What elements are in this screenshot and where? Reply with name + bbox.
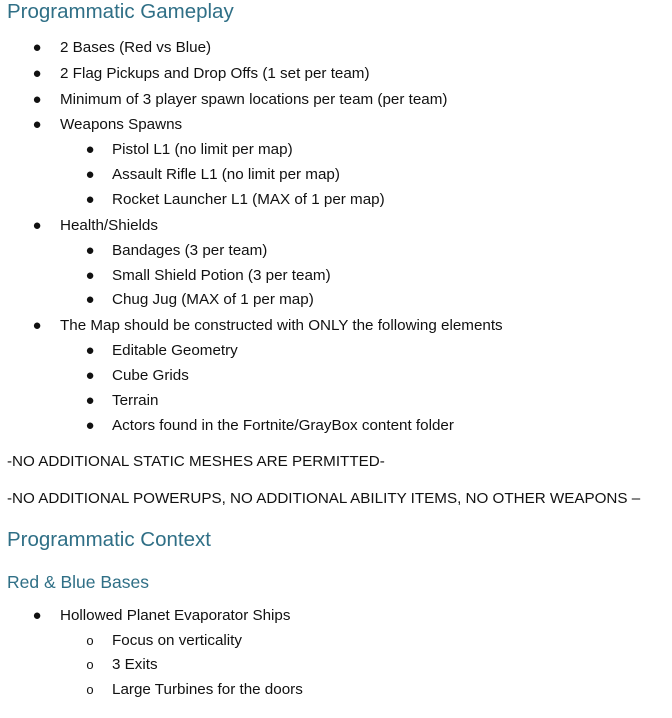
- bullet-icon: ●: [85, 417, 95, 434]
- bullet-icon: ●: [85, 242, 95, 259]
- bullet-icon: ●: [85, 166, 95, 183]
- sub-list-item-text: Actors found in the Fortnite/GrayBox content folder: [112, 417, 454, 434]
- bullet-icon: ●: [85, 267, 95, 284]
- sub-list-item-text: Large Turbines for the doors: [112, 681, 303, 698]
- bullet-icon: ●: [32, 217, 42, 234]
- sub-list-item-text: Editable Geometry: [112, 342, 238, 359]
- sub-list-item-text: Chug Jug (MAX of 1 per map): [112, 291, 314, 308]
- sub-list-item-text: Terrain: [112, 392, 159, 409]
- bullet-icon: ●: [32, 91, 42, 108]
- notice-powerups: -NO ADDITIONAL POWERUPS, NO ADDITIONAL ABILITY ITEMS, NO OTHER WEAPONS –: [7, 490, 641, 507]
- list-item-text: Health/Shields: [60, 217, 158, 234]
- list-item-text: 2 Flag Pickups and Drop Offs (1 set per team): [60, 65, 370, 82]
- heading-programmatic-context: Programmatic Context: [7, 528, 211, 551]
- hollow-bullet-icon: o: [86, 633, 94, 648]
- bullet-icon: ●: [32, 607, 42, 624]
- sub-list-item-text: Rocket Launcher L1 (MAX of 1 per map): [112, 191, 385, 208]
- subheading-red-blue-bases: Red & Blue Bases: [7, 572, 150, 592]
- bullet-icon: ●: [32, 39, 42, 56]
- bullet-icon: ●: [85, 291, 95, 308]
- list-item-text: Weapons Spawns: [60, 116, 183, 133]
- bullet-icon: ●: [85, 392, 95, 409]
- hollow-bullet-icon: o: [86, 657, 94, 672]
- list-item-text: 2 Bases (Red vs Blue): [60, 39, 212, 56]
- bullet-icon: ●: [32, 65, 42, 82]
- sub-list-item-text: Cube Grids: [112, 367, 189, 384]
- sub-list-item-text: Focus on verticality: [112, 632, 242, 649]
- sub-list-item-text: 3 Exits: [112, 656, 158, 673]
- bullet-icon: ●: [32, 116, 42, 133]
- bullet-icon: ●: [85, 367, 95, 384]
- bullet-icon: ●: [85, 342, 95, 359]
- notice-static-meshes: -NO ADDITIONAL STATIC MESHES ARE PERMITTED-: [7, 453, 385, 470]
- heading-programmatic-gameplay: Programmatic Gameplay: [7, 0, 234, 23]
- list-item-text: Minimum of 3 player spawn locations per team (per team): [60, 91, 448, 108]
- list-item-text: The Map should be constructed with ONLY the following elements: [60, 317, 503, 334]
- hollow-bullet-icon: o: [86, 682, 94, 697]
- bullet-icon: ●: [85, 191, 95, 208]
- sub-list-item-text: Bandages (3 per team): [112, 242, 268, 259]
- sub-list-item-text: Pistol L1 (no limit per map): [112, 141, 293, 158]
- list-item-text: Hollowed Planet Evaporator Ships: [60, 607, 291, 624]
- bullet-icon: ●: [85, 141, 95, 158]
- sub-list-item-text: Assault Rifle L1 (no limit per map): [112, 166, 340, 183]
- sub-list-item-text: Small Shield Potion (3 per team): [112, 267, 331, 284]
- bullet-icon: ●: [32, 317, 42, 334]
